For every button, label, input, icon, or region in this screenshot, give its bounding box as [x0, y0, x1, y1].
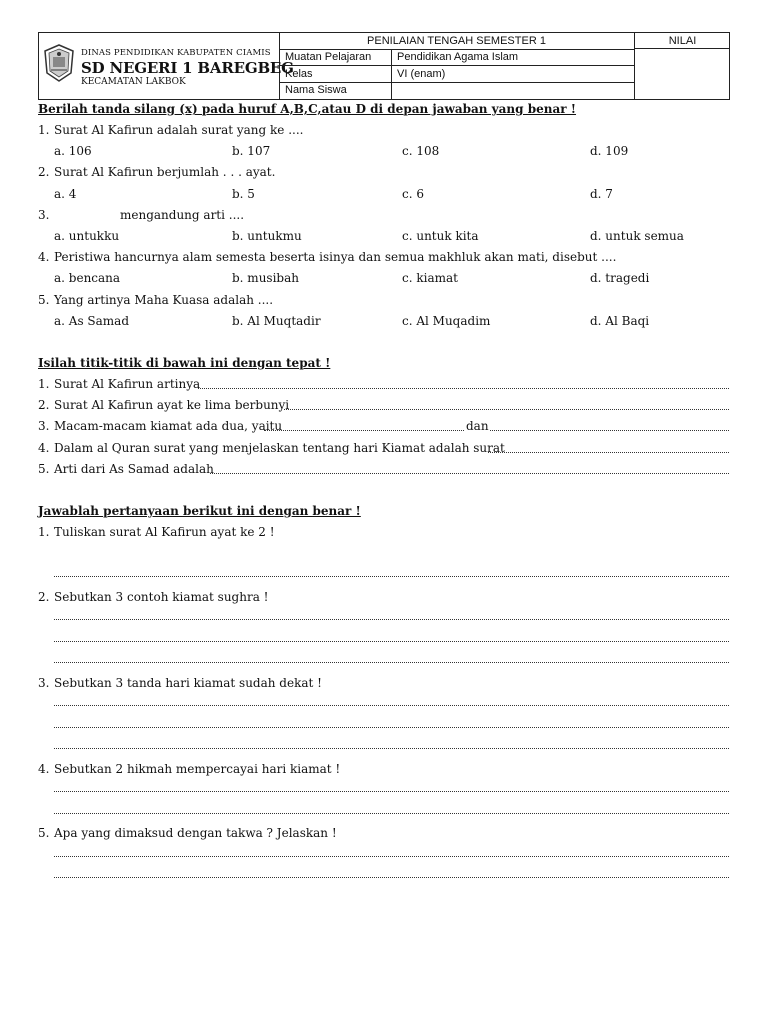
section1-instruction: Berilah tanda silang (x) pada huruf A,B,C,atau D di depan jawaban yang benar !	[38, 102, 577, 116]
option-c[interactable]: c. kiamat	[402, 271, 458, 285]
answer-line[interactable]	[490, 430, 729, 431]
item-number: 2.	[38, 590, 50, 604]
question-text: Yang artinya Maha Kuasa adalah ....	[54, 293, 274, 307]
answer-line[interactable]	[264, 430, 464, 431]
question-number: 2.	[38, 165, 50, 179]
answer-line[interactable]	[54, 856, 729, 857]
essay-question: Apa yang dimaksud dengan takwa ? Jelaskan !	[54, 826, 337, 840]
option-b[interactable]: b. Al Muqtadir	[232, 314, 321, 328]
answer-line[interactable]	[54, 576, 729, 577]
question-text: mengandung arti ....	[120, 208, 245, 222]
fill-item-text: Surat Al Kafirun artinya	[54, 377, 201, 391]
info-row-class	[279, 66, 634, 83]
fill-item-text: Surat Al Kafirun ayat ke lima berbunyi	[54, 398, 290, 412]
answer-line[interactable]	[54, 877, 729, 878]
info-label: Kelas	[285, 68, 313, 80]
option-b[interactable]: b. 5	[232, 187, 255, 201]
section2-instruction: Isilah titik-titik di bawah ini dengan tepat !	[38, 356, 331, 370]
essay-question: Sebutkan 3 tanda hari kiamat sudah dekat !	[54, 676, 322, 690]
answer-line[interactable]	[210, 473, 729, 474]
item-number: 2.	[38, 398, 50, 412]
fill-item-text: Macam-macam kiamat ada dua, yaitu	[54, 419, 283, 433]
item-number: 1.	[38, 377, 50, 391]
question-number: 3.	[38, 208, 50, 222]
exam-info-grid	[279, 33, 634, 99]
option-b[interactable]: b. musibah	[232, 271, 299, 285]
info-row-subject	[279, 49, 634, 66]
info-label: Muatan Pelajaran	[285, 51, 372, 63]
option-b[interactable]: b. untukmu	[232, 229, 302, 243]
option-d[interactable]: d. Al Baqi	[590, 314, 650, 328]
school-emblem-icon	[43, 43, 75, 83]
answer-line[interactable]	[198, 388, 729, 389]
fill-item-text: Arti dari As Samad adalah	[54, 462, 214, 476]
info-row-student-name	[279, 82, 634, 98]
section3-instruction: Jawablah pertanyaan berikut ini dengan benar !	[38, 504, 361, 518]
info-value: VI (enam)	[397, 68, 446, 80]
option-a[interactable]: a. 4	[54, 187, 77, 201]
option-c[interactable]: c. Al Muqadim	[402, 314, 491, 328]
fill-item-text: Dalam al Quran surat yang menjelaskan tentang hari Kiamat adalah surat	[54, 441, 505, 455]
score-box	[634, 33, 730, 99]
essay-question: Tuliskan surat Al Kafirun ayat ke 2 !	[54, 525, 275, 539]
score-label: NILAI	[635, 33, 730, 49]
grid-divider	[391, 49, 392, 99]
item-number: 4.	[38, 441, 50, 455]
answer-line[interactable]	[54, 619, 729, 620]
question-text: Surat Al Kafirun adalah surat yang ke ....	[54, 123, 304, 137]
option-d[interactable]: d. tragedi	[590, 271, 650, 285]
answer-line[interactable]	[54, 727, 729, 728]
item-number: 3.	[38, 676, 50, 690]
item-number: 3.	[38, 419, 50, 433]
option-c[interactable]: c. 6	[402, 187, 424, 201]
exam-header	[38, 32, 730, 100]
answer-line[interactable]	[54, 705, 729, 706]
question-number: 4.	[38, 250, 50, 264]
info-value: Pendidikan Agama Islam	[397, 51, 519, 63]
answer-line[interactable]	[488, 452, 729, 453]
option-c[interactable]: c. 108	[402, 144, 440, 158]
option-a[interactable]: a. bencana	[54, 271, 121, 285]
info-label: Nama Siswa	[285, 84, 347, 96]
question-text: Surat Al Kafirun berjumlah . . . ayat.	[54, 165, 276, 179]
option-a[interactable]: a. untukku	[54, 229, 120, 243]
answer-line[interactable]	[54, 641, 729, 642]
option-d[interactable]: d. 109	[590, 144, 629, 158]
option-a[interactable]: a. 106	[54, 144, 92, 158]
item-number: 5.	[38, 826, 50, 840]
option-c[interactable]: c. untuk kita	[402, 229, 479, 243]
school-identity	[39, 33, 294, 99]
question-number: 1.	[38, 123, 50, 137]
option-d[interactable]: d. untuk semua	[590, 229, 684, 243]
option-a[interactable]: a. As Samad	[54, 314, 130, 328]
district-name: KECAMATAN LAKBOK	[81, 77, 186, 87]
answer-line[interactable]	[54, 813, 729, 814]
essay-question: Sebutkan 2 hikmah mempercayai hari kiamat !	[54, 762, 341, 776]
answer-line[interactable]	[54, 748, 729, 749]
option-d[interactable]: d. 7	[590, 187, 613, 201]
item-number: 4.	[38, 762, 50, 776]
fill-item-connector: dan	[466, 419, 489, 433]
school-name: SD NEGERI 1 BAREGBEG	[81, 59, 294, 77]
answer-line[interactable]	[284, 409, 729, 410]
agency-name: DINAS PENDIDIKAN KABUPATEN CIAMIS	[81, 48, 271, 58]
exam-title: PENILAIAN TENGAH SEMESTER 1	[279, 33, 634, 50]
item-number: 1.	[38, 525, 50, 539]
question-text: Peristiwa hancurnya alam semesta beserta isinya dan semua makhluk akan mati, disebut ....	[54, 250, 617, 264]
essay-question: Sebutkan 3 contoh kiamat sughra !	[54, 590, 269, 604]
answer-line[interactable]	[54, 791, 729, 792]
answer-line[interactable]	[54, 662, 729, 663]
question-number: 5.	[38, 293, 50, 307]
item-number: 5.	[38, 462, 50, 476]
option-b[interactable]: b. 107	[232, 144, 271, 158]
